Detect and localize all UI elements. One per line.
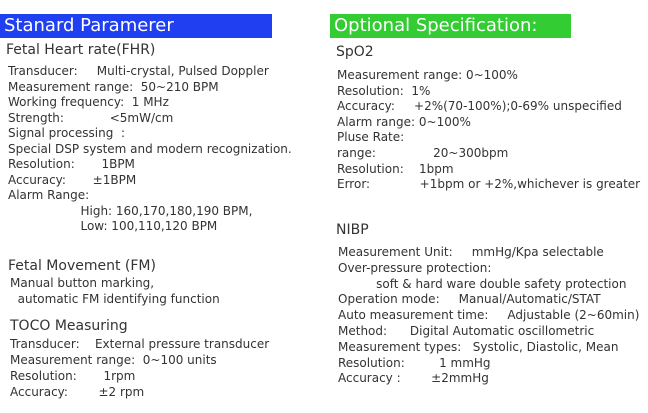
spec-line: Accuracy: ±1BPM bbox=[8, 172, 137, 187]
spec-line: soft & hard ware double safety protection bbox=[338, 276, 627, 291]
spec-line: Manual button marking, bbox=[10, 276, 155, 290]
spec-line: Measurement range: 0~100% bbox=[337, 68, 518, 82]
spec-line: Error: +1bpm or +2%,whichever is greater bbox=[337, 177, 641, 192]
spec-line: Measurement Unit: mmHg/Kpa selectable bbox=[338, 245, 604, 259]
spec-line: Transducer: Multi-crystal, Pulsed Doppler bbox=[8, 64, 269, 78]
spec-line: Accuracy : ±2mmHg bbox=[338, 371, 489, 386]
optional-specification-header: Optional Specification: bbox=[330, 14, 571, 38]
spec-line: Measurement types: Systolic, Diastolic, Mean bbox=[338, 339, 619, 354]
spec-line: Measurement range: 50~210 BPM bbox=[8, 79, 219, 94]
fm-title: Fetal Movement (FM) bbox=[8, 258, 156, 274]
spec-line: Strength: <5mW/cm bbox=[8, 110, 174, 125]
spec-line: Alarm Range: bbox=[8, 188, 90, 202]
spec-line: Signal processing : bbox=[8, 126, 126, 140]
spec-line: Operation mode: Manual/Automatic/STAT bbox=[338, 292, 601, 307]
toco-title: TOCO Measuring bbox=[10, 318, 128, 334]
spec-line: Accuracy: +2%(70-100%);0-69% unspecified bbox=[337, 99, 622, 114]
spec-line: Measurement range: 0~100 units bbox=[10, 353, 217, 367]
spec-line: Special DSP system and modern recognization. bbox=[8, 141, 292, 156]
spec-line: Resolution: 1rpm bbox=[10, 369, 136, 383]
spec-line: Auto measurement time: Adjustable (2~60min) bbox=[338, 308, 640, 323]
spec-line: Working frequency: 1 MHz bbox=[8, 95, 169, 109]
spec-line: range: 20~300bpm bbox=[337, 146, 509, 160]
spec-line: Over-pressure protection: bbox=[338, 260, 492, 275]
standard-parameter-header: Stanard Paramerer bbox=[0, 14, 272, 38]
spec-line: automatic FM identifying function bbox=[10, 291, 220, 306]
fhr-title: Fetal Heart rate(FHR) bbox=[6, 42, 156, 58]
spec-line: Accuracy: ±2 rpm bbox=[10, 385, 145, 399]
spec-line: Alarm range: 0~100% bbox=[337, 114, 471, 129]
spec-line: Resolution: 1% bbox=[337, 83, 431, 98]
spec-line: Low: 100,110,120 BPM bbox=[8, 219, 218, 233]
spec-line: Method: Digital Automatic oscillometric bbox=[338, 324, 595, 338]
spo2-title: SpO2 bbox=[336, 44, 374, 60]
spec-line: Resolution: 1BPM bbox=[8, 157, 135, 171]
spec-line: Resolution: 1 mmHg bbox=[338, 355, 491, 370]
nibp-title: NIBP bbox=[336, 222, 369, 238]
spec-line: Transducer: External pressure transducer bbox=[10, 337, 270, 351]
spec-line: Pluse Rate: bbox=[337, 130, 405, 145]
spec-line: High: 160,170,180,190 BPM, bbox=[8, 203, 253, 218]
spec-line: Resolution: 1bpm bbox=[337, 161, 454, 176]
